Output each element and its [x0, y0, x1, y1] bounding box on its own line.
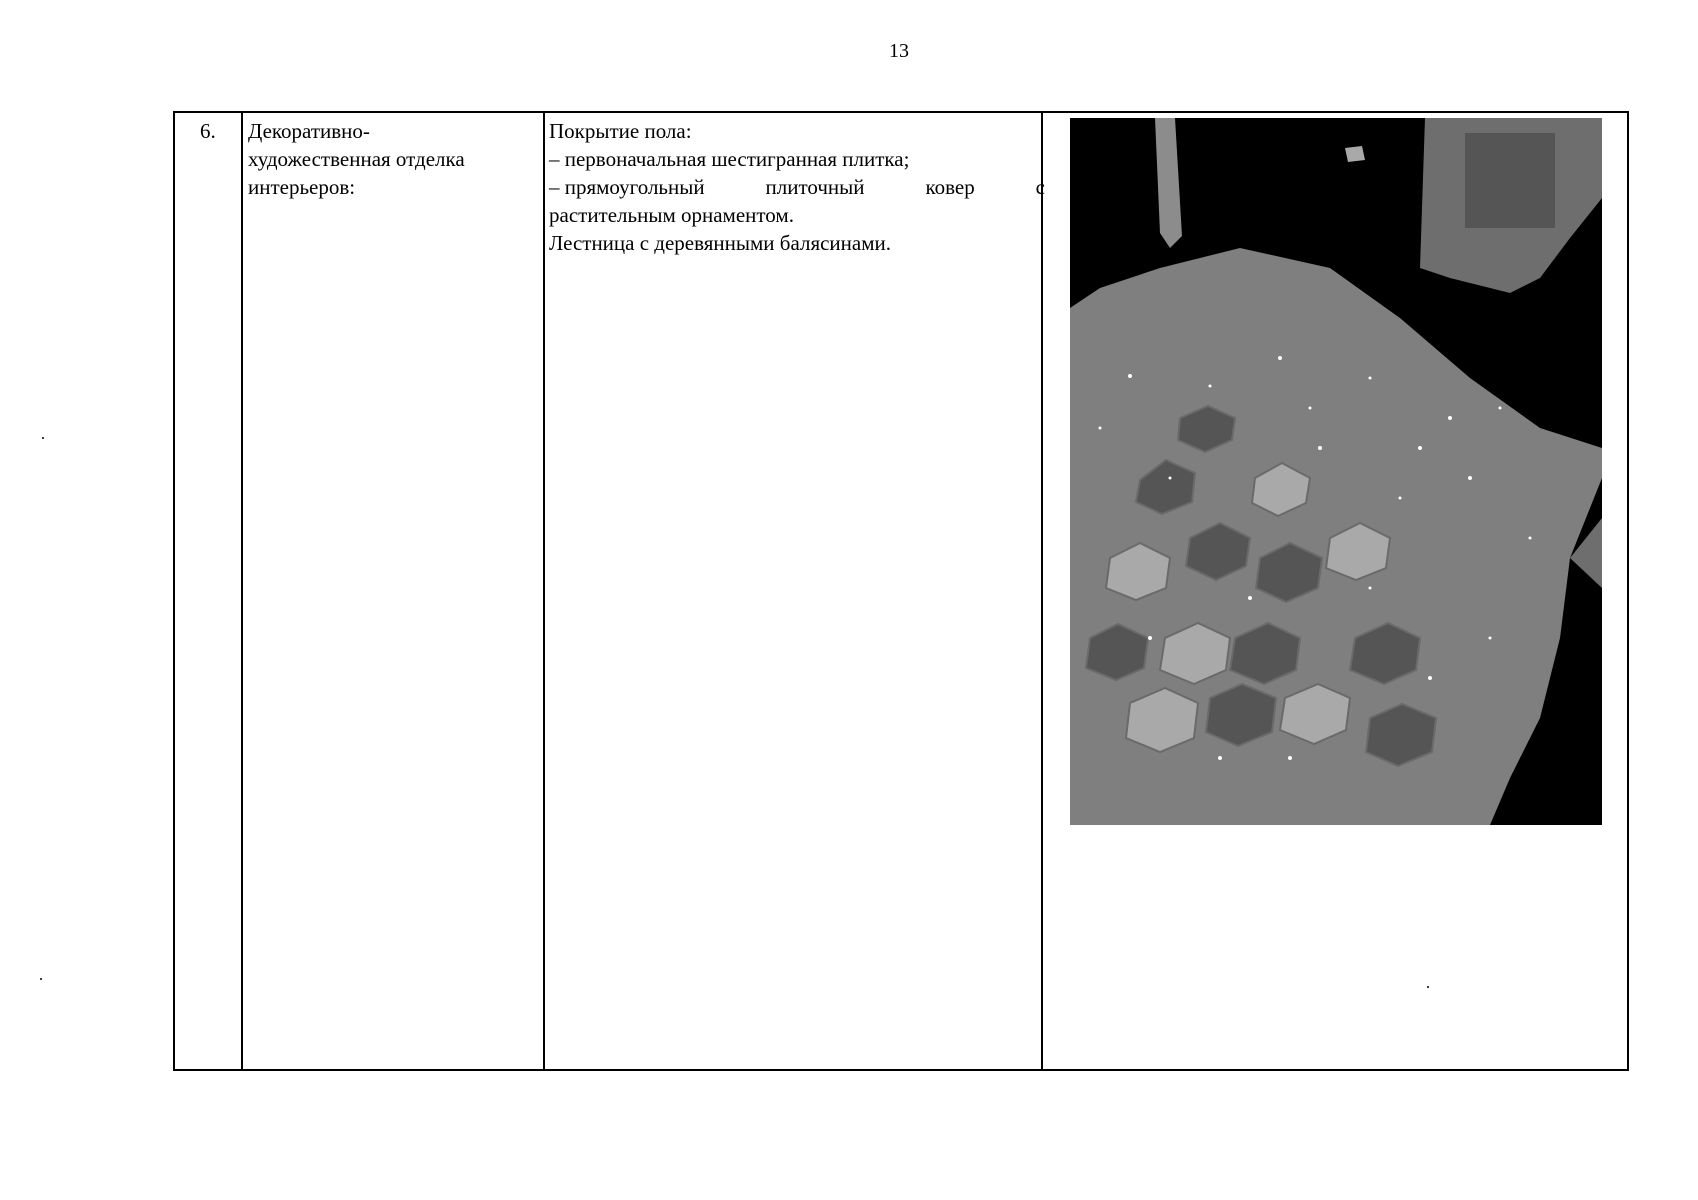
word: ковер — [925, 175, 975, 199]
description-heading: Покрытие пола: — [549, 119, 692, 143]
scan-speck — [42, 437, 44, 439]
heritage-table — [173, 111, 1629, 1071]
column-divider-2 — [543, 113, 545, 1069]
row-number: 6. — [200, 119, 216, 143]
scan-speck — [40, 978, 42, 980]
category-cell — [248, 117, 548, 201]
category-line: художественная отделка — [248, 147, 465, 171]
page-number: 13 — [889, 40, 909, 62]
description-item-justified — [549, 173, 1045, 201]
description-item-continuation: растительным орнаментом. — [549, 203, 794, 227]
description-item: – первоначальная шестигранная плитка; — [549, 147, 910, 171]
description-cell — [549, 117, 1045, 257]
description-stairs: Лестница с деревянными балясинами. — [549, 231, 892, 255]
floor-tile-photo-graphic — [1070, 118, 1602, 825]
category-line: Декоративно- — [248, 119, 370, 143]
word: с — [1035, 175, 1045, 199]
word: плиточный — [765, 175, 865, 199]
floor-tile-photo — [1070, 118, 1602, 825]
column-divider-1 — [241, 113, 243, 1069]
scan-speck — [1427, 986, 1429, 988]
category-line: интерьеров: — [248, 175, 356, 199]
word: – прямоугольный — [549, 175, 705, 199]
